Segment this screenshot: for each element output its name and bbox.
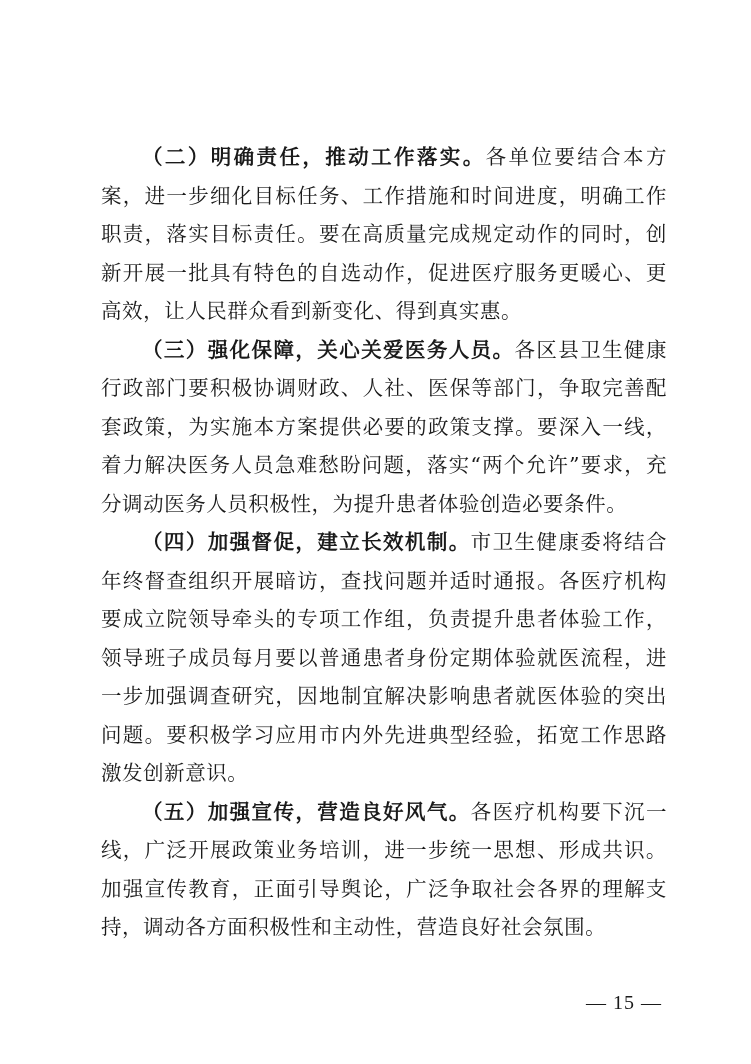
paragraph-text: 各医疗机构要下沉一线，广泛开展政策业务培训，进一步统一思想、形成共识。加强宣传教育，正面引导舆论，广泛争取社会各界的理解支持，调动各方面积极性和主动性，营造良好社会氛围。 — [101, 799, 668, 939]
paragraph-publicity — [101, 793, 667, 947]
paragraph-heading: （三）强化保障，关心关爱医务人员。 — [142, 337, 515, 362]
paragraph-heading: （二）明确责任，推动工作落实。 — [142, 145, 486, 169]
paragraph-responsibility — [101, 138, 667, 331]
paragraph-text: 各区县卫生健康行政部门要积极协调财政、人社、医保等部门，争取完善配套政策，为实施本方案提供必要的政策支撑。要深入一线，着力解决医务人员急难愁盼问题，落实“两个允许”要求，充分调动医务人员积极性，为提升患者体验创造必要条件。 — [101, 337, 667, 516]
paragraph-supervision — [101, 523, 667, 793]
paragraph-guarantee — [101, 331, 667, 524]
paragraph-heading: （四）加强督促，建立长效机制。 — [142, 530, 471, 554]
paragraph-text: 各单位要结合本方案，进一步细化目标任务、工作措施和时间进度，明确工作职责，落实目标责任。要在高质量完成规定动作的同时，创新开展一批具有特色的自选动作，促进医疗服务更暖心、更高效，让人民群众看到新变化、得到真实惠。 — [101, 145, 668, 323]
document-body — [101, 138, 667, 947]
paragraph-heading: （五）加强宣传，营造良好风气。 — [142, 799, 471, 824]
paragraph-text: 市卫生健康委将结合年终督查组织开展暗访，查找问题并适时通报。各医疗机构要成立院领导牵头的专项工作组，负责提升患者体验工作，领导班子成员每月要以普通患者身份定期体验就医流程，进一步加强调查研究，因地制宜解决影响患者就医体验的突出问题。要积极学习应用市内外先进典型经验，拓宽工作思路激发创新意识。 — [101, 530, 668, 785]
page-number: — 15 — — [586, 992, 662, 1014]
